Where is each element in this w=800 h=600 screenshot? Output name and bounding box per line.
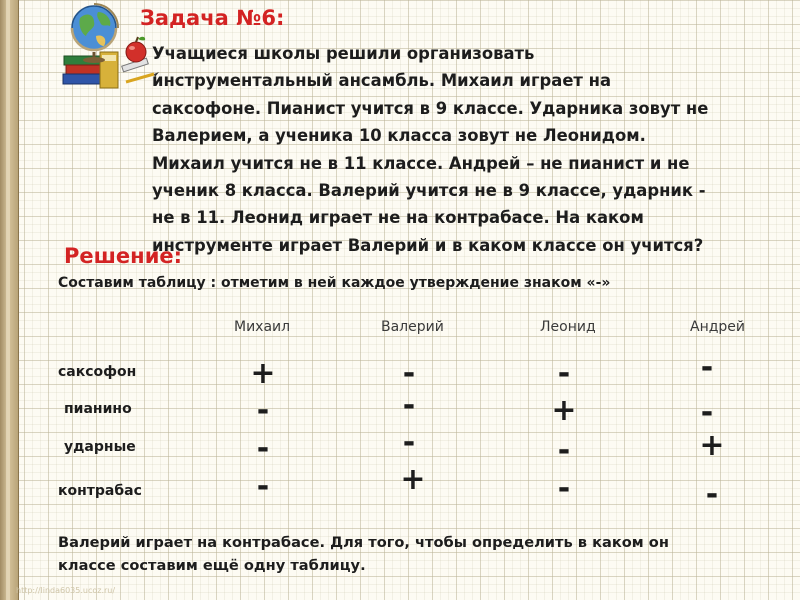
source-watermark: http://linda6035.ucoz.ru/ [16, 586, 116, 595]
apple-icon [126, 37, 146, 62]
mark-piano-valery: - [402, 388, 416, 423]
mark-saxophone-mikhail: + [250, 356, 276, 391]
task-title: Задача №6: [140, 6, 285, 30]
mark-piano-leonid: + [551, 393, 577, 428]
mark-saxophone-andrey: - [700, 350, 714, 385]
left-border-decoration [0, 0, 19, 600]
mark-drums-leonid: - [557, 433, 571, 468]
problem-line: саксофоне. Пианист учится в 9 классе. Ударника зовут не [152, 98, 709, 118]
problem-line: Михаил учится не в 11 классе. Андрей – не пианист и не [152, 153, 690, 173]
mark-drums-valery: - [402, 425, 416, 460]
mark-piano-andrey: - [700, 395, 714, 430]
col-header-andrey: Андрей [690, 319, 746, 335]
conclusion-line: классе составим ещё одну таблицу. [58, 557, 366, 574]
row-label-piano: пианино [64, 401, 132, 417]
row-label-saxophone: саксофон [58, 364, 137, 380]
conclusion-text [58, 531, 778, 577]
mark-piano-mikhail: - [256, 393, 270, 428]
problem-line: Валерием, а ученика 10 класса зовут не Леонидом. [152, 126, 646, 146]
problem-line: инструментальный ансамбль. Михаил играет на [152, 71, 612, 91]
mark-double-bass-valery: + [400, 462, 426, 497]
mark-double-bass-leonid: - [557, 471, 571, 506]
mark-drums-andrey: + [699, 428, 725, 463]
mark-double-bass-andrey: - [705, 477, 719, 512]
problem-line: инструменте играет Валерий и в каком классе он учится? [152, 235, 704, 255]
problem-line: ученик 8 класса. Валерий учится не в 9 классе, ударник - [152, 181, 706, 201]
mark-double-bass-mikhail: - [256, 469, 270, 504]
solution-heading: Решение: [64, 244, 183, 268]
col-header-valery: Валерий [381, 319, 444, 335]
problem-statement [152, 40, 792, 259]
row-label-double-bass: контрабас [58, 483, 142, 499]
mark-saxophone-leonid: - [557, 356, 571, 391]
conclusion-line: Валерий играет на контрабасе. Для того, чтобы определить в каком он [58, 534, 669, 551]
problem-line: не в 11. Леонид играет не на контрабасе. На каком [152, 208, 644, 228]
mark-saxophone-valery: - [402, 356, 416, 391]
mark-drums-mikhail: - [256, 431, 270, 466]
row-label-drums: ударные [64, 439, 136, 455]
col-header-mikhail: Михаил [234, 319, 291, 335]
problem-line: Учащиеся школы решили организовать [152, 44, 535, 63]
table-intro: Составим таблицу : отметим в ней каждое утверждение знаком «-» [58, 275, 611, 291]
col-header-leonid: Леонид [540, 319, 596, 335]
